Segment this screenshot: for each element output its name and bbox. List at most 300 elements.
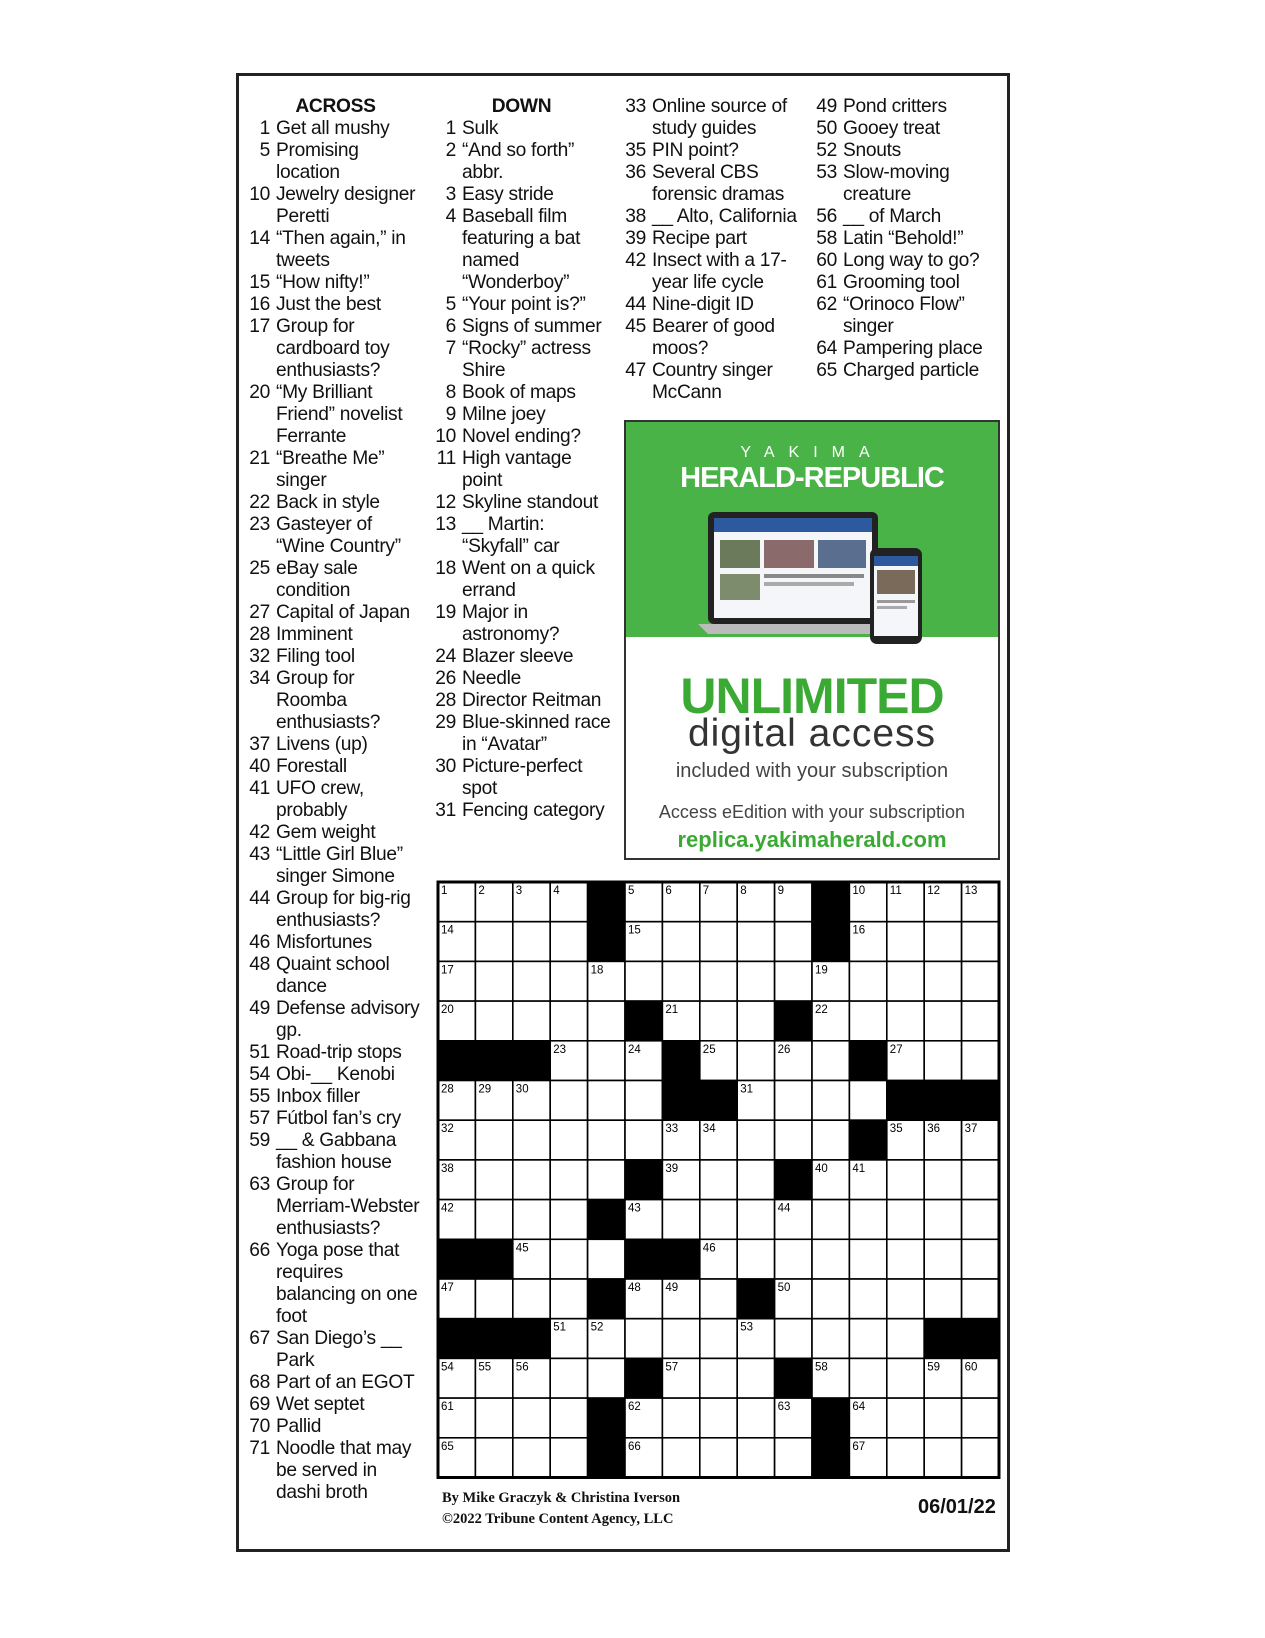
grid-cell[interactable] (737, 1120, 774, 1160)
grid-cell-number: 37 (964, 1123, 978, 1136)
ad-yakima-label: YAKIMA (740, 444, 884, 461)
grid-cell[interactable] (924, 1041, 961, 1081)
across-clue-number: 28 (249, 624, 270, 645)
down-clues-column-3 (815, 96, 1000, 382)
grid-cell[interactable] (737, 961, 774, 1001)
down-clue-number: 1 (445, 118, 456, 139)
across-clue (248, 822, 421, 844)
grid-cell-number: 11 (889, 885, 902, 897)
down-clue (815, 360, 998, 382)
grid-cell[interactable] (550, 1120, 587, 1160)
grid-cell[interactable] (812, 1200, 849, 1240)
grid-cell[interactable] (625, 1120, 662, 1160)
grid-cell[interactable] (962, 1041, 999, 1081)
grid-cell[interactable] (812, 1239, 849, 1279)
down-clue-number: 44 (625, 294, 646, 315)
down-clue (815, 294, 998, 338)
down-clue (624, 250, 807, 294)
down-clue-number: 45 (625, 316, 646, 337)
down-clue (434, 756, 612, 800)
grid-cell[interactable] (550, 1001, 587, 1041)
grid-cell[interactable] (849, 1279, 886, 1319)
grid-cell[interactable] (924, 1001, 961, 1041)
down-clue-text: Nine-digit ID (652, 294, 754, 315)
grid-black-cell (475, 1041, 512, 1081)
grid-cell[interactable] (775, 1438, 812, 1478)
grid-cell[interactable] (962, 1160, 999, 1200)
grid-black-cell (625, 1160, 662, 1200)
grid-cell[interactable] (550, 1200, 587, 1240)
ad-access-text: Access eEdition with your subscription (658, 802, 966, 822)
grid-cell-number: 23 (553, 1043, 566, 1056)
grid-cell[interactable] (662, 961, 699, 1001)
across-clue (248, 492, 421, 514)
down-clue (434, 646, 612, 668)
grid-cell[interactable] (550, 1438, 587, 1478)
across-clue (248, 1108, 421, 1130)
grid-cell[interactable] (662, 1200, 699, 1240)
grid-cell-number: 30 (515, 1083, 529, 1096)
grid-cell[interactable] (924, 1438, 961, 1478)
across-clue-text: Capital of Japan (276, 602, 410, 623)
grid-cell-number: 4 (553, 885, 560, 897)
down-clue-number: 6 (445, 316, 456, 337)
grid-black-cell (812, 922, 849, 962)
grid-cell[interactable] (475, 1200, 512, 1240)
down-clue-number: 61 (816, 272, 837, 293)
grid-cell[interactable] (849, 1358, 886, 1398)
grid-cell[interactable] (924, 922, 961, 962)
grid-cell[interactable] (475, 1398, 512, 1438)
grid-cell[interactable] (775, 961, 812, 1001)
grid-cell-number: 19 (815, 964, 828, 977)
grid-cell[interactable] (737, 1358, 774, 1398)
down-clue (624, 294, 807, 316)
grid-black-cell (812, 882, 849, 922)
ad-url-link[interactable]: replica.yakimaherald.com (677, 827, 947, 852)
grid-cell[interactable] (662, 1398, 699, 1438)
across-clue-text: Gem weight (276, 822, 376, 843)
grid-cell[interactable] (775, 1239, 812, 1279)
grid-cell-number: 3 (515, 885, 523, 897)
down-clue (434, 404, 612, 426)
grid-cell[interactable] (513, 1398, 550, 1438)
down-clue-text: Book of maps (462, 382, 576, 403)
grid-cell-number: 62 (628, 1401, 641, 1414)
grid-cell[interactable] (887, 1279, 924, 1319)
down-clue (624, 316, 807, 360)
grid-cell[interactable] (550, 922, 587, 962)
across-clue-number: 22 (249, 492, 270, 513)
across-clue-number: 20 (249, 382, 270, 403)
grid-cell[interactable] (513, 961, 550, 1001)
across-clue (248, 756, 421, 778)
grid-cell[interactable] (588, 1358, 625, 1398)
grid-cell[interactable] (700, 1200, 737, 1240)
grid-cell[interactable] (737, 922, 774, 962)
grid-cell[interactable] (737, 1398, 774, 1438)
grid-cell[interactable] (588, 1081, 625, 1121)
across-clue-number: 23 (249, 514, 270, 535)
down-clue-text: Director Reitman (462, 690, 602, 711)
down-clue-number: 65 (816, 360, 837, 381)
grid-cell[interactable] (700, 1319, 737, 1359)
down-clue-number: 33 (625, 96, 646, 117)
grid-cell-number: 50 (777, 1282, 791, 1294)
grid-cell[interactable] (887, 1438, 924, 1478)
grid-cell[interactable] (775, 1081, 812, 1121)
grid-cell[interactable] (588, 1239, 625, 1279)
grid-cell[interactable] (812, 1041, 849, 1081)
grid-cell[interactable] (887, 922, 924, 962)
grid-cell-number: 16 (852, 924, 866, 937)
grid-black-cell (513, 1319, 550, 1359)
grid-cell[interactable] (962, 922, 999, 962)
grid-cell-number: 20 (441, 1004, 454, 1017)
grid-cell[interactable] (475, 922, 512, 962)
across-clue-number: 48 (249, 954, 270, 975)
grid-cell[interactable] (625, 1319, 662, 1359)
across-clue (248, 1372, 421, 1394)
grid-cell[interactable] (887, 1398, 924, 1438)
grid-cell[interactable] (812, 1279, 849, 1319)
grid-cell[interactable] (588, 1160, 625, 1200)
grid-cell[interactable] (550, 961, 587, 1001)
down-clue-text: “Rocky” actress Shire (462, 338, 591, 381)
grid-cell[interactable] (887, 1358, 924, 1398)
across-clue-text: Misfortunes (276, 932, 372, 953)
grid-cell-number: 25 (702, 1043, 716, 1056)
grid-cell[interactable] (513, 1200, 550, 1240)
down-clue-text: Needle (462, 668, 522, 689)
grid-cell[interactable] (812, 1120, 849, 1160)
grid-black-cell (475, 1239, 512, 1279)
down-clue (434, 690, 612, 712)
grid-black-cell (513, 1041, 550, 1081)
down-clue (434, 668, 612, 690)
across-clue-number: 44 (249, 888, 270, 909)
down-clue-number: 13 (435, 514, 456, 535)
grid-cell[interactable] (588, 1041, 625, 1081)
grid-cell[interactable] (775, 1120, 812, 1160)
down-clue (815, 338, 998, 360)
grid-cell-number: 29 (478, 1083, 492, 1096)
grid-cell[interactable] (962, 1279, 999, 1319)
down-clue-number: 49 (816, 96, 837, 117)
across-clue (248, 932, 421, 954)
across-clue (248, 316, 421, 382)
grid-cell-number: 8 (740, 885, 747, 897)
grid-cell[interactable] (812, 1319, 849, 1359)
down-clue-number: 47 (625, 360, 646, 381)
across-clue-text: eBay sale condition (276, 558, 358, 601)
grid-cell[interactable] (513, 1160, 550, 1200)
across-clue-number: 14 (249, 228, 270, 249)
across-clue (248, 228, 421, 272)
grid-cell-number: 12 (927, 885, 940, 897)
across-clue (248, 646, 421, 668)
grid-cell[interactable] (924, 1160, 961, 1200)
down-clue-number: 5 (445, 294, 456, 315)
across-clue-number: 69 (249, 1394, 270, 1415)
down-clue-text: Picture-perfect spot (462, 756, 583, 799)
grid-black-cell (775, 1001, 812, 1041)
across-clue (248, 998, 421, 1042)
down-clue-text: PIN point? (652, 140, 739, 161)
down-clue-text: Milne joey (462, 404, 546, 425)
across-clue-number: 15 (249, 272, 270, 293)
across-clue-number: 71 (249, 1438, 270, 1459)
grid-cell[interactable] (700, 961, 737, 1001)
grid-cell[interactable] (962, 1239, 999, 1279)
grid-cell[interactable] (550, 1398, 587, 1438)
grid-cell[interactable] (662, 1438, 699, 1478)
across-clue (248, 778, 421, 822)
down-clue-number: 52 (816, 140, 837, 161)
down-clue (434, 338, 612, 382)
down-clue-text: Major in astronomy? (462, 602, 560, 645)
grid-cell-number: 21 (665, 1004, 679, 1017)
grid-cell-number: 64 (852, 1401, 866, 1414)
grid-cell[interactable] (700, 1160, 737, 1200)
grid-cell[interactable] (475, 1160, 512, 1200)
down-clue-number: 26 (435, 668, 456, 689)
grid-cell[interactable] (550, 1160, 587, 1200)
crossword-grid[interactable] (436, 880, 1002, 1480)
grid-cell[interactable] (812, 1081, 849, 1121)
grid-cell-number: 53 (740, 1321, 753, 1334)
down-clue (624, 206, 807, 228)
grid-black-cell (849, 1120, 886, 1160)
grid-cell[interactable] (962, 1398, 999, 1438)
grid-cell[interactable] (962, 1200, 999, 1240)
across-clue (248, 624, 421, 646)
across-clue (248, 294, 421, 316)
grid-cell[interactable] (700, 1358, 737, 1398)
grid-cell-number: 45 (515, 1242, 529, 1255)
grid-black-cell (812, 1398, 849, 1438)
grid-cell-number: 13 (964, 885, 978, 897)
grid-cell-number: 63 (777, 1401, 791, 1414)
down-clue (815, 118, 998, 140)
down-clue-text: Recipe part (652, 228, 747, 249)
grid-cell[interactable] (849, 961, 886, 1001)
grid-cell-number: 49 (665, 1282, 679, 1294)
down-clue-text: Novel ending? (462, 426, 581, 447)
grid-cell-number: 40 (815, 1162, 828, 1175)
grid-cell[interactable] (737, 1239, 774, 1279)
down-clue-text: Baseball film featuring a bat named “Wonderboy” (462, 206, 581, 293)
grid-cell[interactable] (962, 1001, 999, 1041)
across-clue-text: Filing tool (276, 646, 355, 667)
grid-cell[interactable] (475, 1279, 512, 1319)
grid-cell[interactable] (475, 1120, 512, 1160)
grid-cell[interactable] (962, 1438, 999, 1478)
grid-cell[interactable] (849, 1081, 886, 1121)
across-clue-number: 25 (249, 558, 270, 579)
grid-cell[interactable] (550, 1358, 587, 1398)
grid-cell[interactable] (849, 1200, 886, 1240)
grid-black-cell (700, 1081, 737, 1121)
across-clue-number: 49 (249, 998, 270, 1019)
grid-cell[interactable] (625, 1081, 662, 1121)
grid-cell[interactable] (550, 1239, 587, 1279)
down-clue-text: Online source of study guides (652, 96, 787, 139)
down-clue-text: Country singer McCann (652, 360, 773, 403)
across-clue-number: 43 (249, 844, 270, 865)
grid-cell[interactable] (662, 922, 699, 962)
down-clue-text: Gooey treat (843, 118, 940, 139)
grid-cell[interactable] (849, 1239, 886, 1279)
grid-cell[interactable] (887, 1200, 924, 1240)
grid-cell[interactable] (887, 961, 924, 1001)
down-clue-number: 38 (625, 206, 646, 227)
down-clue-text: Signs of summer (462, 316, 602, 337)
down-clue (624, 228, 807, 250)
grid-cell[interactable] (962, 961, 999, 1001)
across-clue-number: 59 (249, 1130, 270, 1151)
grid-cell-number: 61 (441, 1401, 454, 1414)
across-clue-text: “Then again,” in tweets (276, 228, 406, 271)
grid-cell[interactable] (700, 1398, 737, 1438)
across-clue (248, 668, 421, 734)
across-clue-text: Yoga pose that requires balancing on one foot (276, 1240, 418, 1327)
across-clue-text: Fútbol fan’s cry (276, 1108, 401, 1129)
grid-cell-number: 9 (777, 885, 785, 897)
across-clue-text: Group for cardboard toy enthusiasts? (276, 316, 390, 381)
across-clue-text: Defense advisory gp. (276, 998, 420, 1041)
grid-black-cell (475, 1319, 512, 1359)
down-clue (624, 360, 807, 404)
grid-cell[interactable] (700, 1001, 737, 1041)
grid-cell[interactable] (625, 961, 662, 1001)
grid-cell[interactable] (887, 1160, 924, 1200)
across-clue-number: 32 (249, 646, 270, 667)
laptop-phone-icon (698, 510, 938, 650)
across-clue (248, 1064, 421, 1086)
across-clue-text: Get all mushy (276, 118, 390, 139)
down-clue-text: Blazer sleeve (462, 646, 574, 667)
across-clue-text: Wet septet (276, 1394, 365, 1415)
across-clue-text: Part of an EGOT (276, 1372, 415, 1393)
down-clue (434, 382, 612, 404)
grid-cell[interactable] (550, 1279, 587, 1319)
grid-cell[interactable] (887, 1319, 924, 1359)
byline: By Mike Graczyk & Christina Iverson (442, 1490, 681, 1506)
down-clue-number: 36 (625, 162, 646, 183)
grid-cell[interactable] (662, 1319, 699, 1359)
grid-cell[interactable] (513, 1438, 550, 1478)
down-clue (624, 162, 807, 206)
down-clue (434, 184, 612, 206)
across-clue-number: 68 (249, 1372, 270, 1393)
grid-cell[interactable] (475, 1001, 512, 1041)
grid-cell[interactable] (737, 1001, 774, 1041)
grid-cell[interactable] (475, 961, 512, 1001)
ad-unlimited: UNLIMITED (680, 668, 944, 724)
grid-cell-number: 6 (665, 885, 672, 897)
down-header: DOWN (491, 96, 552, 117)
grid-black-cell (962, 1319, 999, 1359)
across-clue-text: Forestall (276, 756, 347, 777)
grid-cell[interactable] (700, 1279, 737, 1319)
grid-cell[interactable] (775, 1319, 812, 1359)
across-clue-number: 41 (249, 778, 270, 799)
grid-cell[interactable] (924, 1398, 961, 1438)
grid-cell[interactable] (550, 1081, 587, 1121)
grid-cell[interactable] (513, 922, 550, 962)
grid-cell[interactable] (700, 1438, 737, 1478)
subscription-ad[interactable] (624, 420, 1000, 860)
down-clues-column-2 (624, 96, 809, 404)
across-clue-number: 54 (249, 1064, 270, 1085)
down-clue-text: Several CBS forensic dramas (652, 162, 784, 205)
grid-cell[interactable] (849, 1001, 886, 1041)
across-clue (248, 602, 421, 624)
down-clue (434, 316, 612, 338)
grid-cell[interactable] (588, 1001, 625, 1041)
grid-black-cell (887, 1081, 924, 1121)
across-clue-text: Livens (up) (276, 734, 368, 755)
grid-cell[interactable] (887, 1001, 924, 1041)
down-clue-number: 18 (435, 558, 456, 579)
grid-cell[interactable] (924, 1200, 961, 1240)
across-clue-text: Pallid (276, 1416, 322, 1437)
grid-black-cell (438, 1239, 475, 1279)
grid-cell-number: 56 (515, 1361, 529, 1374)
down-clue-number: 50 (816, 118, 837, 139)
grid-cell[interactable] (924, 1279, 961, 1319)
grid-cell[interactable] (588, 1120, 625, 1160)
grid-cell[interactable] (513, 1279, 550, 1319)
grid-cell[interactable] (475, 1438, 512, 1478)
grid-cell[interactable] (737, 1438, 774, 1478)
grid-cell[interactable] (513, 1120, 550, 1160)
across-clue-text: “How nifty!” (276, 272, 370, 293)
down-clue-text: Long way to go? (843, 250, 980, 271)
down-clue-text: Went on a quick errand (462, 558, 595, 601)
grid-cell[interactable] (737, 1041, 774, 1081)
grid-cell-number: 32 (441, 1123, 454, 1136)
down-clue (434, 514, 612, 558)
grid-cell[interactable] (513, 1001, 550, 1041)
grid-black-cell (849, 1041, 886, 1081)
grid-cell[interactable] (700, 922, 737, 962)
down-clue (434, 492, 612, 514)
grid-black-cell (588, 1398, 625, 1438)
across-clue-number: 34 (249, 668, 270, 689)
grid-cell[interactable] (775, 922, 812, 962)
grid-cell[interactable] (737, 1200, 774, 1240)
across-clue (248, 184, 421, 228)
down-clue-number: 9 (445, 404, 456, 425)
down-clue-number: 19 (435, 602, 456, 623)
grid-cell[interactable] (887, 1239, 924, 1279)
grid-cell[interactable] (924, 961, 961, 1001)
across-clue-text: Promising location (276, 140, 359, 183)
grid-cell-number: 33 (665, 1123, 679, 1136)
down-clue-number: 8 (445, 382, 456, 403)
grid-cell[interactable] (924, 1239, 961, 1279)
grid-cell[interactable] (849, 1319, 886, 1359)
down-clue (434, 558, 612, 602)
across-clue (248, 1416, 421, 1438)
down-clue-text: Snouts (843, 140, 901, 161)
down-clue (815, 206, 998, 228)
grid-black-cell (924, 1319, 961, 1359)
grid-cell[interactable] (737, 1160, 774, 1200)
puzzle-date: 06/01/22 (918, 1496, 996, 1518)
